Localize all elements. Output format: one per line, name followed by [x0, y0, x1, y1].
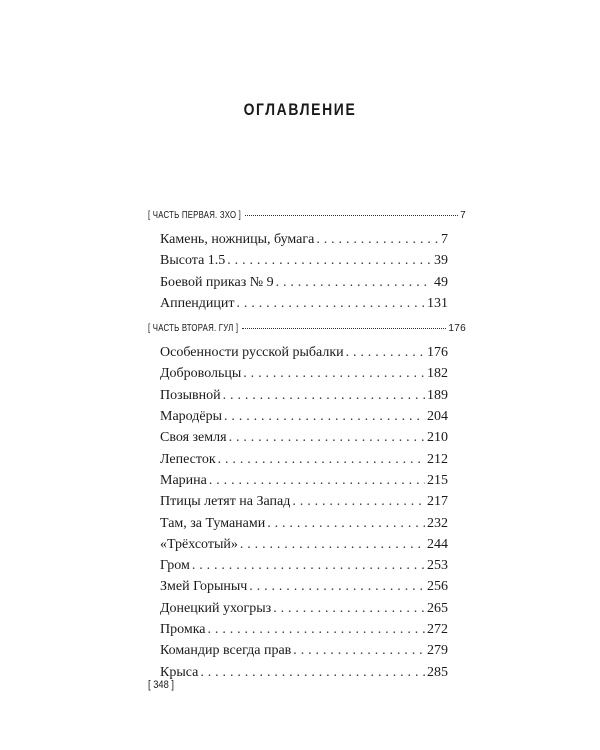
chapter-entry [160, 430, 448, 451]
chapter-title: «Трёхсотый» [160, 536, 238, 552]
chapter-entry [160, 494, 448, 515]
chapter-entry [160, 296, 448, 317]
chapter-entry [160, 473, 448, 494]
chapter-title: Лепесток [160, 451, 216, 467]
chapter-title: Добровольцы [160, 366, 242, 382]
dot-leader [227, 253, 432, 269]
chapter-entry [160, 345, 448, 366]
dot-leader [200, 665, 425, 681]
chapter-entry [160, 665, 448, 686]
chapter-entry [160, 253, 448, 274]
chapter-entry [160, 558, 448, 579]
table-of-contents [148, 210, 466, 692]
dot-leader [316, 232, 439, 248]
chapter-title: Боевой приказ № 9 [160, 274, 274, 290]
chapter-page-number: 256 [427, 579, 448, 595]
chapter-title: Марина [160, 472, 207, 488]
part-heading-2 [148, 323, 466, 339]
dot-leader [237, 296, 425, 312]
chapter-title: Командир всегда прав [160, 643, 292, 659]
part-page-number: 176 [448, 323, 466, 335]
dot-leader [346, 345, 425, 361]
chapter-entry [160, 388, 448, 409]
chapter-page-number: 182 [427, 366, 448, 382]
dot-leader [249, 579, 425, 595]
dot-leader [218, 452, 425, 468]
chapter-entry [160, 622, 448, 643]
page-number-folio: [ 348 ] [148, 679, 174, 691]
chapter-page-number: 204 [427, 409, 448, 425]
chapter-title: Аппендицит [160, 295, 235, 311]
chapter-entry [160, 516, 448, 537]
chapter-page-number: 176 [427, 345, 448, 361]
dot-leader [267, 516, 425, 532]
chapter-page-number: 7 [441, 232, 448, 247]
chapter-page-number: 285 [427, 664, 448, 680]
dot-leader [240, 537, 425, 553]
chapter-entry [160, 366, 448, 387]
dot-leader [192, 558, 425, 574]
chapter-entry [160, 452, 448, 473]
chapter-page-number: 272 [427, 622, 448, 638]
chapter-page-number: 49 [434, 274, 448, 290]
chapter-title: Высота 1.5 [160, 253, 226, 269]
chapter-title: Особенности русской рыбалки [160, 345, 344, 361]
dot-leader [245, 215, 458, 216]
chapter-page-number: 244 [427, 536, 448, 552]
dot-leader [293, 643, 425, 659]
chapter-title: Камень, ножницы, бумага [160, 232, 315, 247]
chapter-entry [160, 275, 448, 296]
chapter-title: Донецкий ухогрыз [160, 600, 272, 616]
chapter-page-number: 212 [427, 451, 448, 467]
chapter-entry [160, 537, 448, 558]
dot-leader [208, 622, 425, 638]
chapter-page-number: 279 [427, 643, 448, 659]
chapter-page-number: 39 [434, 253, 448, 269]
chapter-title: Своя земля [160, 430, 227, 446]
chapter-list-part-2 [160, 345, 448, 686]
chapter-title: Там, за Туманами [160, 515, 266, 531]
chapter-page-number: 189 [427, 387, 448, 403]
dot-leader [209, 473, 425, 489]
chapter-page-number: 253 [427, 558, 448, 574]
chapter-page-number: 131 [427, 295, 448, 311]
part-label: [ ЧАСТЬ ПЕРВАЯ. ЗХО ] [148, 210, 242, 221]
chapter-title: Гром [160, 558, 190, 574]
chapter-page-number: 215 [427, 472, 448, 488]
chapter-title: Позывной [160, 387, 221, 403]
chapter-entry [160, 601, 448, 622]
chapter-entry [160, 643, 448, 664]
dot-leader [223, 388, 425, 404]
chapter-entry [160, 232, 448, 253]
part-heading-1 [148, 210, 466, 226]
dot-leader [242, 328, 447, 329]
dot-leader [229, 430, 425, 446]
chapter-title: Птицы летят на Запад [160, 494, 291, 510]
dot-leader [273, 601, 425, 617]
dot-leader [292, 494, 425, 510]
dot-leader [276, 275, 432, 291]
chapter-title: Промка [160, 622, 206, 638]
dot-leader [224, 409, 425, 425]
chapter-page-number: 217 [427, 494, 448, 510]
chapter-title: Крыса [160, 664, 199, 680]
chapter-page-number: 232 [427, 515, 448, 531]
chapter-title: Мародёры [160, 409, 223, 425]
part-page-number: 7 [460, 210, 466, 221]
chapter-page-number: 210 [427, 430, 448, 446]
chapter-entry [160, 579, 448, 600]
page-title: ОГЛАВЛЕНИЕ [243, 100, 357, 119]
part-label: [ ЧАСТЬ ВТОРАЯ. ГУЛ ] [148, 323, 239, 335]
dot-leader [243, 366, 425, 382]
chapter-entry [160, 409, 448, 430]
chapter-list-part-1 [160, 232, 448, 317]
chapter-page-number: 265 [427, 600, 448, 616]
chapter-title: Змей Горыныч [160, 579, 248, 595]
